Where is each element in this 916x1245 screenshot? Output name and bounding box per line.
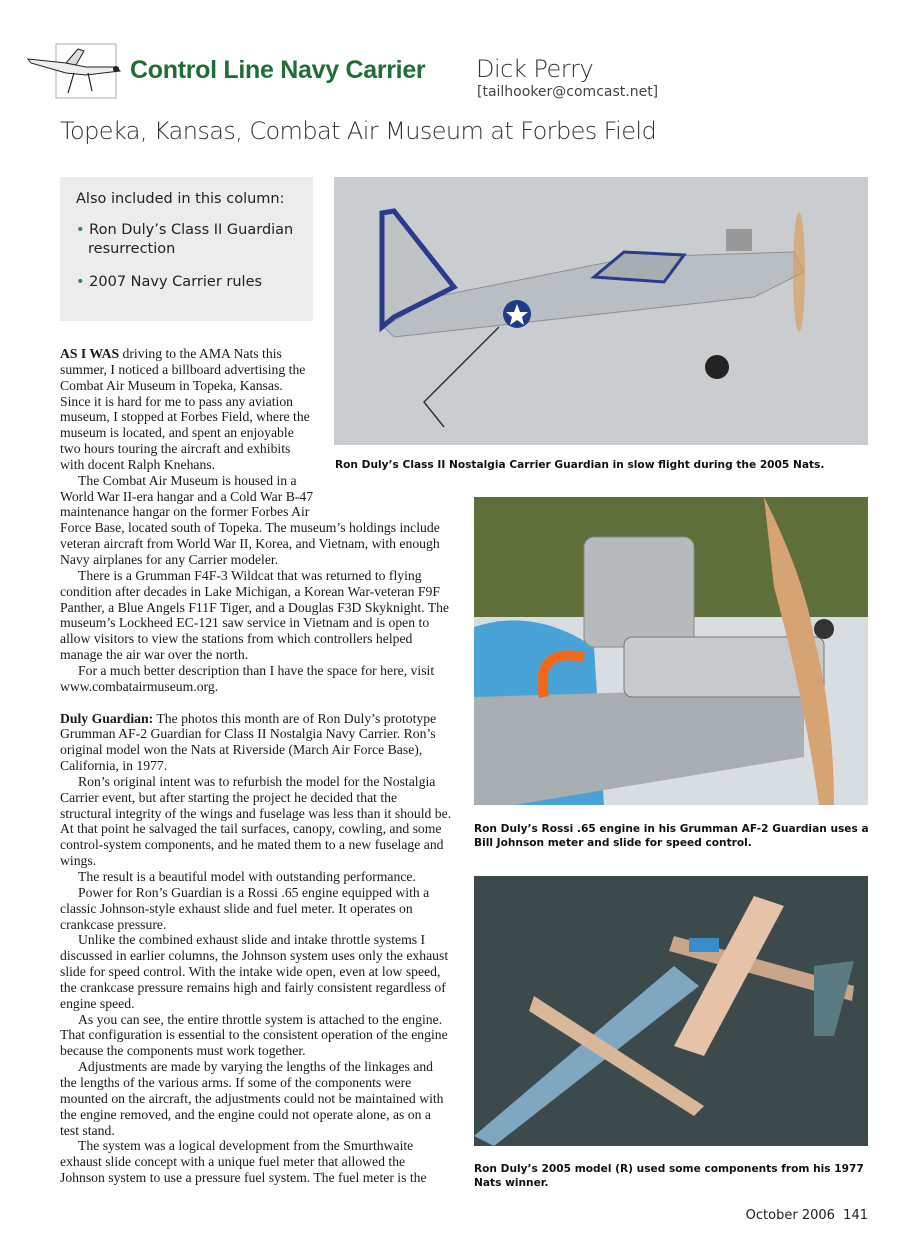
photo-caption: Ron Duly’s Rossi .65 engine in his Grumman AF-2 Guardian uses a Bill Johnson meter and slide for speed control. <box>474 823 869 849</box>
author-email: [tailhooker@comcast.net] <box>477 84 659 100</box>
article-headline: Topeka, Kansas, Combat Air Museum at Forbes Field <box>60 117 657 145</box>
paragraph: The result is a beautiful model with outstanding performance. <box>78 869 416 884</box>
paragraph: There is a Grumman F4F-3 Wildcat that was returned to flying condition after decades in Lake Michigan, a Korean War-veteran F9F Panther, a Blue Angels F11F Tiger, and a Douglas F3D Skyknight. The museum’s Lockheed EC-121 saw service in Vietnam and is open to allow visitors to view the stations from which controllers helped manage the air war over the north. <box>60 567 449 663</box>
paragraph: Ron’s original intent was to refurbish the model for the Nostalgia Carrier event, but after starting the project he decided that the structural integrity of the wings and fuselage was less than it should be. At that point he salvaged the tail surfaces, canopy, cowling, and some control-system components, and he mated them to a new fuselage and wings. <box>60 773 452 869</box>
paragraph: Duly Guardian: The photos this month are of Ron Duly’s prototype Grumman AF-2 Guardian for Class II Nostalgia Navy Carrier. Ron’s original model won the Nats at Riverside (March Air Force Base), California, in 1977. <box>60 710 437 774</box>
sidebar-heading: Also included in this column: <box>76 191 285 207</box>
photo-guardian-flight <box>334 177 868 445</box>
paragraph: As you can see, the entire throttle system is attached to the engine. That configuration is essential to the consistent operation of the engine because the components must work together. <box>60 1011 448 1059</box>
column-title: Control Line Navy Carrier <box>130 56 426 84</box>
page-number: 141 <box>843 1208 868 1223</box>
paragraph: AS I WAS driving to the AMA Nats this summer, I noticed a billboard advertising the Combat Air Museum in Topeka, Kansas. Since it is hard for me to pass any aviation museum, I stopped at Forbes Field, where the museum is located, and spent an enjoyable two hours touring the aircraft and exhibits with docent Ralph Knehans. <box>60 346 310 472</box>
sidebar-item: • Ron Duly’s Class II Guardian resurrection <box>76 222 294 257</box>
photo-rossi-engine <box>474 497 868 805</box>
also-included-box <box>60 177 313 321</box>
paragraph: The Combat Air Museum is housed in a World War II-era hangar and a Cold War B-47 maintenance hangar on the former Forbes Air Force Base, located south of Topeka. The museum’s holdings include veteran aircraft from World War II, Korea, and Vietnam, with enough Navy airplanes for any Carrier modeler. <box>60 472 440 567</box>
page-footer <box>746 1208 868 1223</box>
paragraph: Unlike the combined exhaust slide and intake throttle systems I discussed in earlier columns, the Johnson system uses only the exhaust slide for speed control. With the intake wide open, even at low speed, the crankcase pressure remains high and fairly consistent regardless of engine speed. <box>60 932 449 1011</box>
photo-caption: Ron Duly’s 2005 model (R) used some components from his 1977 Nats winner. <box>474 1163 864 1189</box>
author-name: Dick Perry <box>476 55 594 83</box>
paragraph: The system was a logical development from the Smurthwaite exhaust slide concept with a unique fuel meter that allowed the Johnson system to use a pressure fuel system. The fuel meter is the <box>60 1138 427 1186</box>
photo-two-models <box>474 876 868 1146</box>
photo-caption: Ron Duly’s Class II Nostalgia Carrier Guardian in slow flight during the 2005 Nats. <box>335 459 825 471</box>
issue-date: October 2006 <box>745 1208 835 1223</box>
airplane-logo-icon <box>26 43 122 99</box>
sidebar-item: • 2007 Navy Carrier rules <box>76 274 263 290</box>
paragraph: Power for Ron’s Guardian is a Rossi .65 engine equipped with a classic Johnson-style exhaust slide and fuel meter. It operates on crankcase pressure. <box>60 884 430 932</box>
paragraph: For a much better description than I have the space for here, visit www.combatairmuseum.org. <box>60 662 435 694</box>
paragraph: Adjustments are made by varying the lengths of the linkages and the lengths of the various arms. If some of the components were mounted on the aircraft, the adjustments could not be maintained with the engine removed, and the engine could not operate alone, as on a test stand. <box>60 1059 444 1138</box>
